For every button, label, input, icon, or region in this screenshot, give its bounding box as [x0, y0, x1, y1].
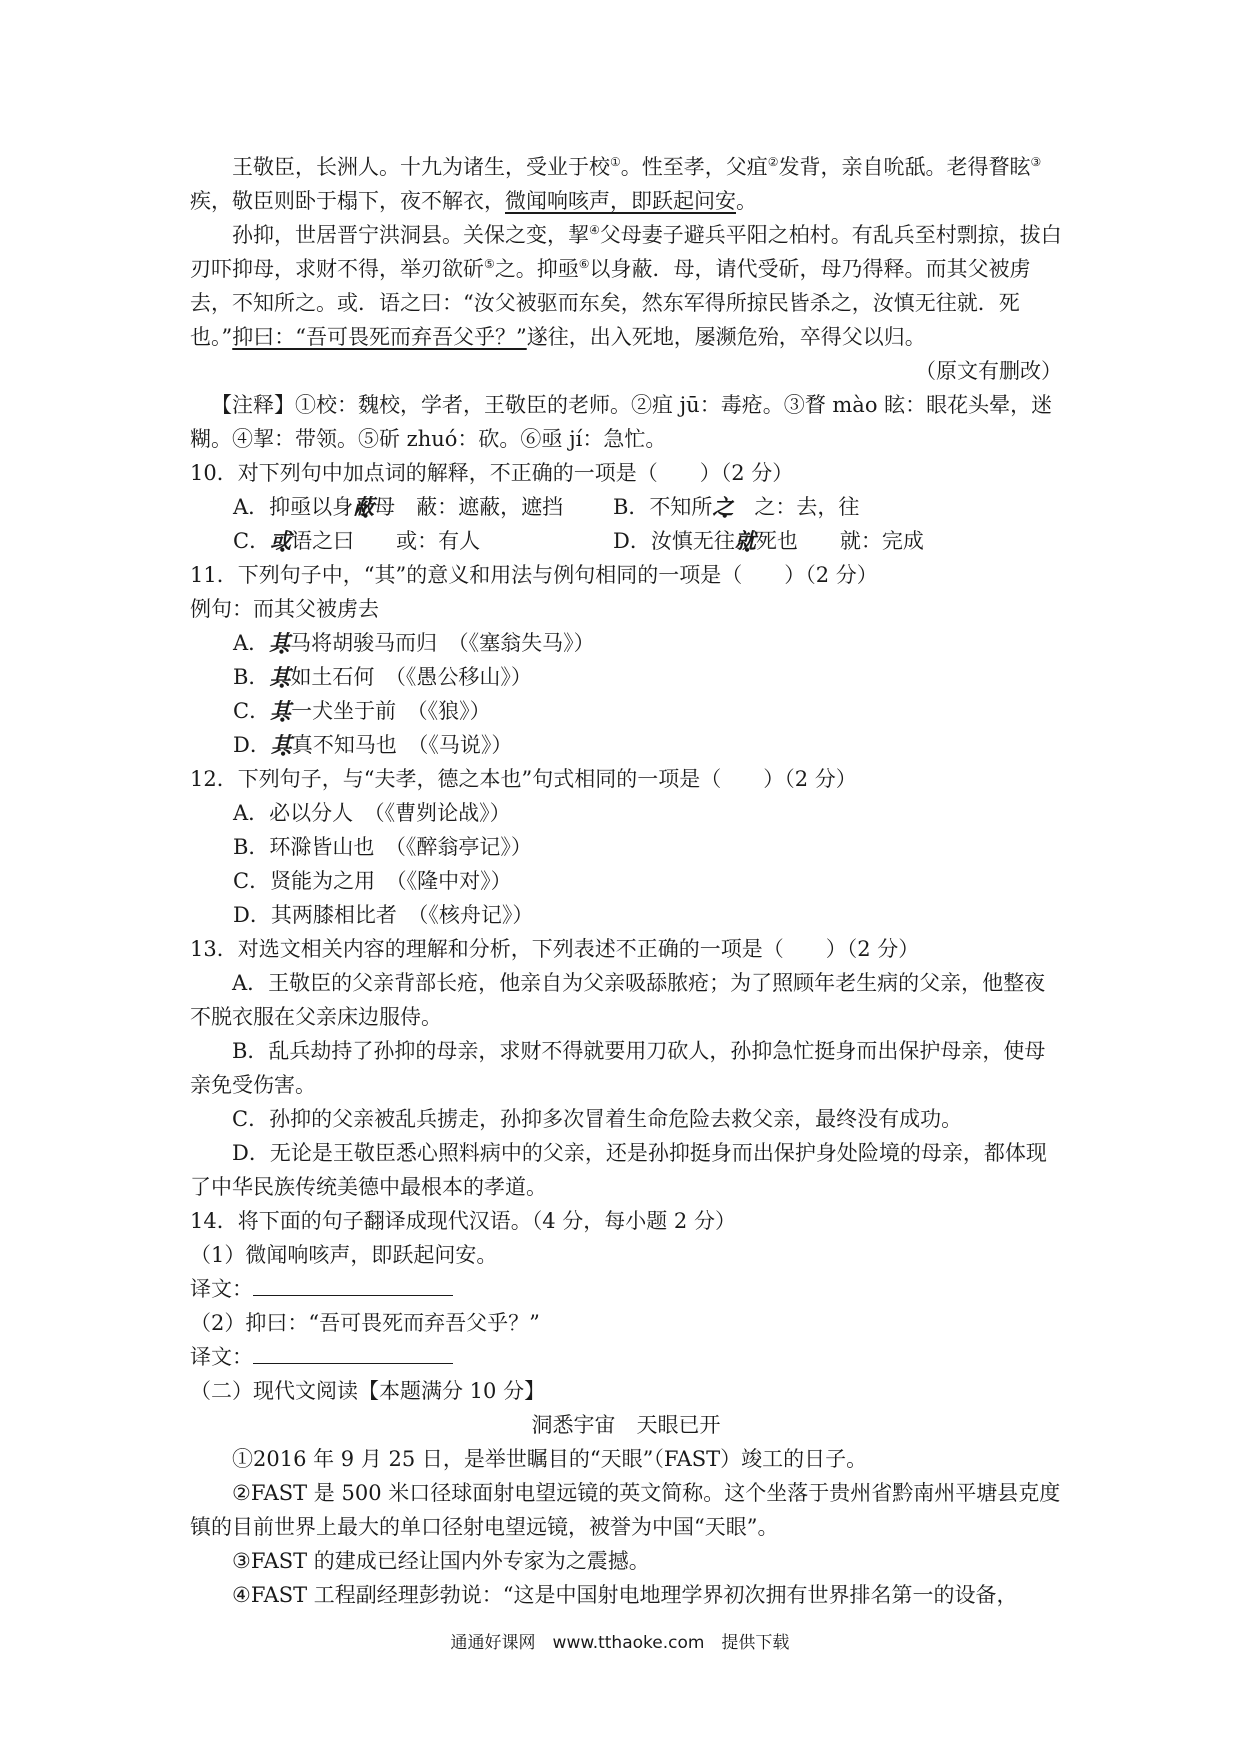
footnote-marker: ③ [1030, 155, 1042, 169]
option-c[interactable]: C．贤能为之用 （《隆中对》） [233, 869, 512, 893]
option-text: 死也 就：完成 [755, 529, 924, 553]
option-text: 之：去，往 [733, 495, 860, 519]
article-paragraph-1: ①2016 年 9 月 25 日，是举世瞩目的“天眼”（FAST）竣工的日子。 [232, 1447, 868, 1471]
option-d[interactable] [190, 728, 1062, 762]
option-text: 真不知马也 （《马说》） [291, 733, 513, 757]
option-text: D． [233, 733, 271, 757]
dotted-word: 其 [269, 664, 291, 689]
article-paragraph-3: ③FAST 的建成已经让国内外专家为之震撼。 [232, 1549, 650, 1573]
question-12-stem: 12．下列句子，与“夫孝，德之本也”句式相同的一项是（ ）（2 分） [190, 767, 857, 791]
option-a[interactable]: A．必以分人 （《曹刿论战》） [233, 801, 511, 825]
text-run: 孙抑，世居晋宁洪洞县。关保之变，挈 [232, 223, 589, 247]
option-text: B．不知所 [613, 495, 713, 519]
annotations: 【注释】①校：魏校，学者，王敬臣的老师。②疽 jū：毒疮。③瞀 mào 眩：眼花头晕，迷糊。④挈：带领。⑤斫 zhuó：砍。⑥亟 jí：急忙。 [190, 393, 1053, 451]
dotted-word: 其 [269, 630, 291, 655]
text-run: 。 [736, 189, 757, 213]
option-d[interactable]: D．其两膝相比者 （《核舟记》） [233, 903, 534, 927]
answer-blank[interactable] [253, 1275, 453, 1296]
option-text: B． [233, 665, 270, 689]
answer-blank[interactable] [253, 1343, 453, 1364]
text-run: 以身蔽．母，请代受斫，母乃得释。而其父被虏去，不知所之。或．语之曰：“汝父被驱而东矣，然东军得所掠民皆杀之，汝慎无往就．死也。” [190, 257, 1031, 349]
option-text: 如土石何 （《愚公移山》） [290, 665, 532, 689]
option-a[interactable]: A．王敬臣的父亲背部长疮，他亲自为父亲吸舔脓疮；为了照顾年老生病的父亲，他整夜不脱衣服在父亲床边服侍。 [190, 971, 1046, 1029]
translation-sentence-2: （2）抑曰：“吾可畏死而弃吾父乎？” [190, 1311, 540, 1335]
underlined-sentence: 抑曰：“吾可畏死而弃吾父乎？” [232, 325, 527, 349]
translation-line-2 [190, 1340, 1062, 1374]
document-page [190, 150, 1062, 1612]
text-run: 父母妻子避兵平阳之柏村。有乱兵至村剽掠，拔白刃吓抑母，求财不得，举刃欲斫 [190, 223, 1062, 281]
question-11-stem: 11．下列句子中，“其”的意义和用法与例句相同的一项是（ ）（2 分） [190, 563, 878, 587]
text-run: 。性至孝，父疽 [620, 155, 768, 179]
dotted-word: 就 [734, 528, 756, 553]
option-a[interactable] [190, 626, 1062, 660]
article-title: 洞悉宇宙 天眼已开 [531, 1413, 721, 1437]
option-text: C． [233, 529, 271, 553]
footnote-marker: ④ [589, 223, 600, 237]
answer-label: 译文： [190, 1345, 253, 1369]
text-run: 疾，敬臣则卧于榻下，夜不解衣， [190, 189, 505, 213]
dotted-word: 蔽 [353, 494, 375, 519]
dotted-word: 其 [270, 732, 292, 757]
article-paragraph-2: ②FAST 是 500 米口径球面射电望远镜的英文简称。这个坐落于贵州省黔南州平塘县克度镇的目前世界上最大的单口径射电望远镜，被誉为中国“天眼”。 [190, 1481, 1061, 1539]
footnote-marker: ① [610, 155, 621, 169]
option-b[interactable] [613, 490, 859, 524]
footnote-marker: ⑥ [578, 257, 590, 271]
translation-sentence-1: （1）微闻响咳声，即跃起问安。 [190, 1243, 498, 1267]
source-note: （原文有删改） [915, 359, 1062, 383]
option-c[interactable]: C．孙抑的父亲被乱兵掳走，孙抑多次冒着生命危险去救父亲，最终没有成功。 [232, 1107, 963, 1131]
option-text: 母 蔽：遮蔽，遮挡 [374, 495, 564, 519]
passage-paragraph-2 [190, 218, 1062, 354]
section-heading: （二）现代文阅读【本题满分 10 分】 [190, 1379, 546, 1403]
option-text: D．汝慎无往 [613, 529, 735, 553]
text-run: 之。抑亟 [494, 257, 579, 281]
page-footer: 通通好课网 www.tthaoke.com 提供下载 [450, 1633, 790, 1653]
question-14-stem: 14．将下面的句子翻译成现代汉语。（4 分，每小题 2 分） [190, 1209, 736, 1233]
option-d[interactable]: D．无论是王敬臣悉心照料病中的父亲，还是孙抑挺身而出保护身处险境的母亲，都体现了中华民族传统美德中最根本的孝道。 [190, 1141, 1047, 1199]
dotted-word: 其 [270, 698, 292, 723]
text-run: 遂往，出入死地，屡濒危殆，卒得父以归。 [526, 325, 926, 349]
option-text: 语之曰 或：有人 [291, 529, 481, 553]
underlined-sentence: 微闻响咳声，即跃起问安 [505, 189, 736, 213]
question-10-options-row-2 [190, 524, 1062, 558]
option-c[interactable] [233, 524, 613, 558]
text-run: 发背，亲自吮舐。老得瞀眩 [778, 155, 1031, 179]
dotted-word: 或 [270, 528, 292, 553]
option-text: A． [233, 631, 270, 655]
question-13-stem: 13．对选文相关内容的理解和分析，下列表述不正确的一项是（ ）（2 分） [190, 937, 920, 961]
option-d[interactable] [613, 524, 924, 558]
article-paragraph-4: ④FAST 工程副经理彭勃说：“这是中国射电地理学界初次拥有世界排名第一的设备， [232, 1583, 1018, 1607]
question-10-options-row-1 [190, 490, 1062, 524]
option-text: A．抑亟以身 [233, 495, 354, 519]
option-text: 马将胡骏马而归 （《塞翁失马》） [290, 631, 595, 655]
footnote-marker: ② [767, 155, 779, 169]
question-10-stem: 10．对下列句中加点词的解释，不正确的一项是（ ）（2 分） [190, 461, 794, 485]
option-c[interactable] [190, 694, 1062, 728]
option-b[interactable]: B．环滁皆山也 （《醉翁亭记》） [233, 835, 532, 859]
passage-paragraph-1 [190, 150, 1062, 218]
option-text: C． [233, 699, 271, 723]
option-text: 一犬坐于前 （《狼》） [291, 699, 491, 723]
option-b[interactable]: B．乱兵劫持了孙抑的母亲，求财不得就要用刀砍人，孙抑急忙挺身而出保护母亲，使母亲免受伤害。 [190, 1039, 1046, 1097]
translation-line-1 [190, 1272, 1062, 1306]
question-11-example: 例句：而其父被虏去 [190, 597, 379, 621]
dotted-word: 之 [712, 494, 734, 519]
answer-label: 译文： [190, 1277, 253, 1301]
option-a[interactable] [233, 490, 613, 524]
footnote-marker: ⑤ [484, 257, 495, 271]
option-b[interactable] [190, 660, 1062, 694]
text-run: 王敬臣，长洲人。十九为诸生，受业于校 [232, 155, 610, 179]
